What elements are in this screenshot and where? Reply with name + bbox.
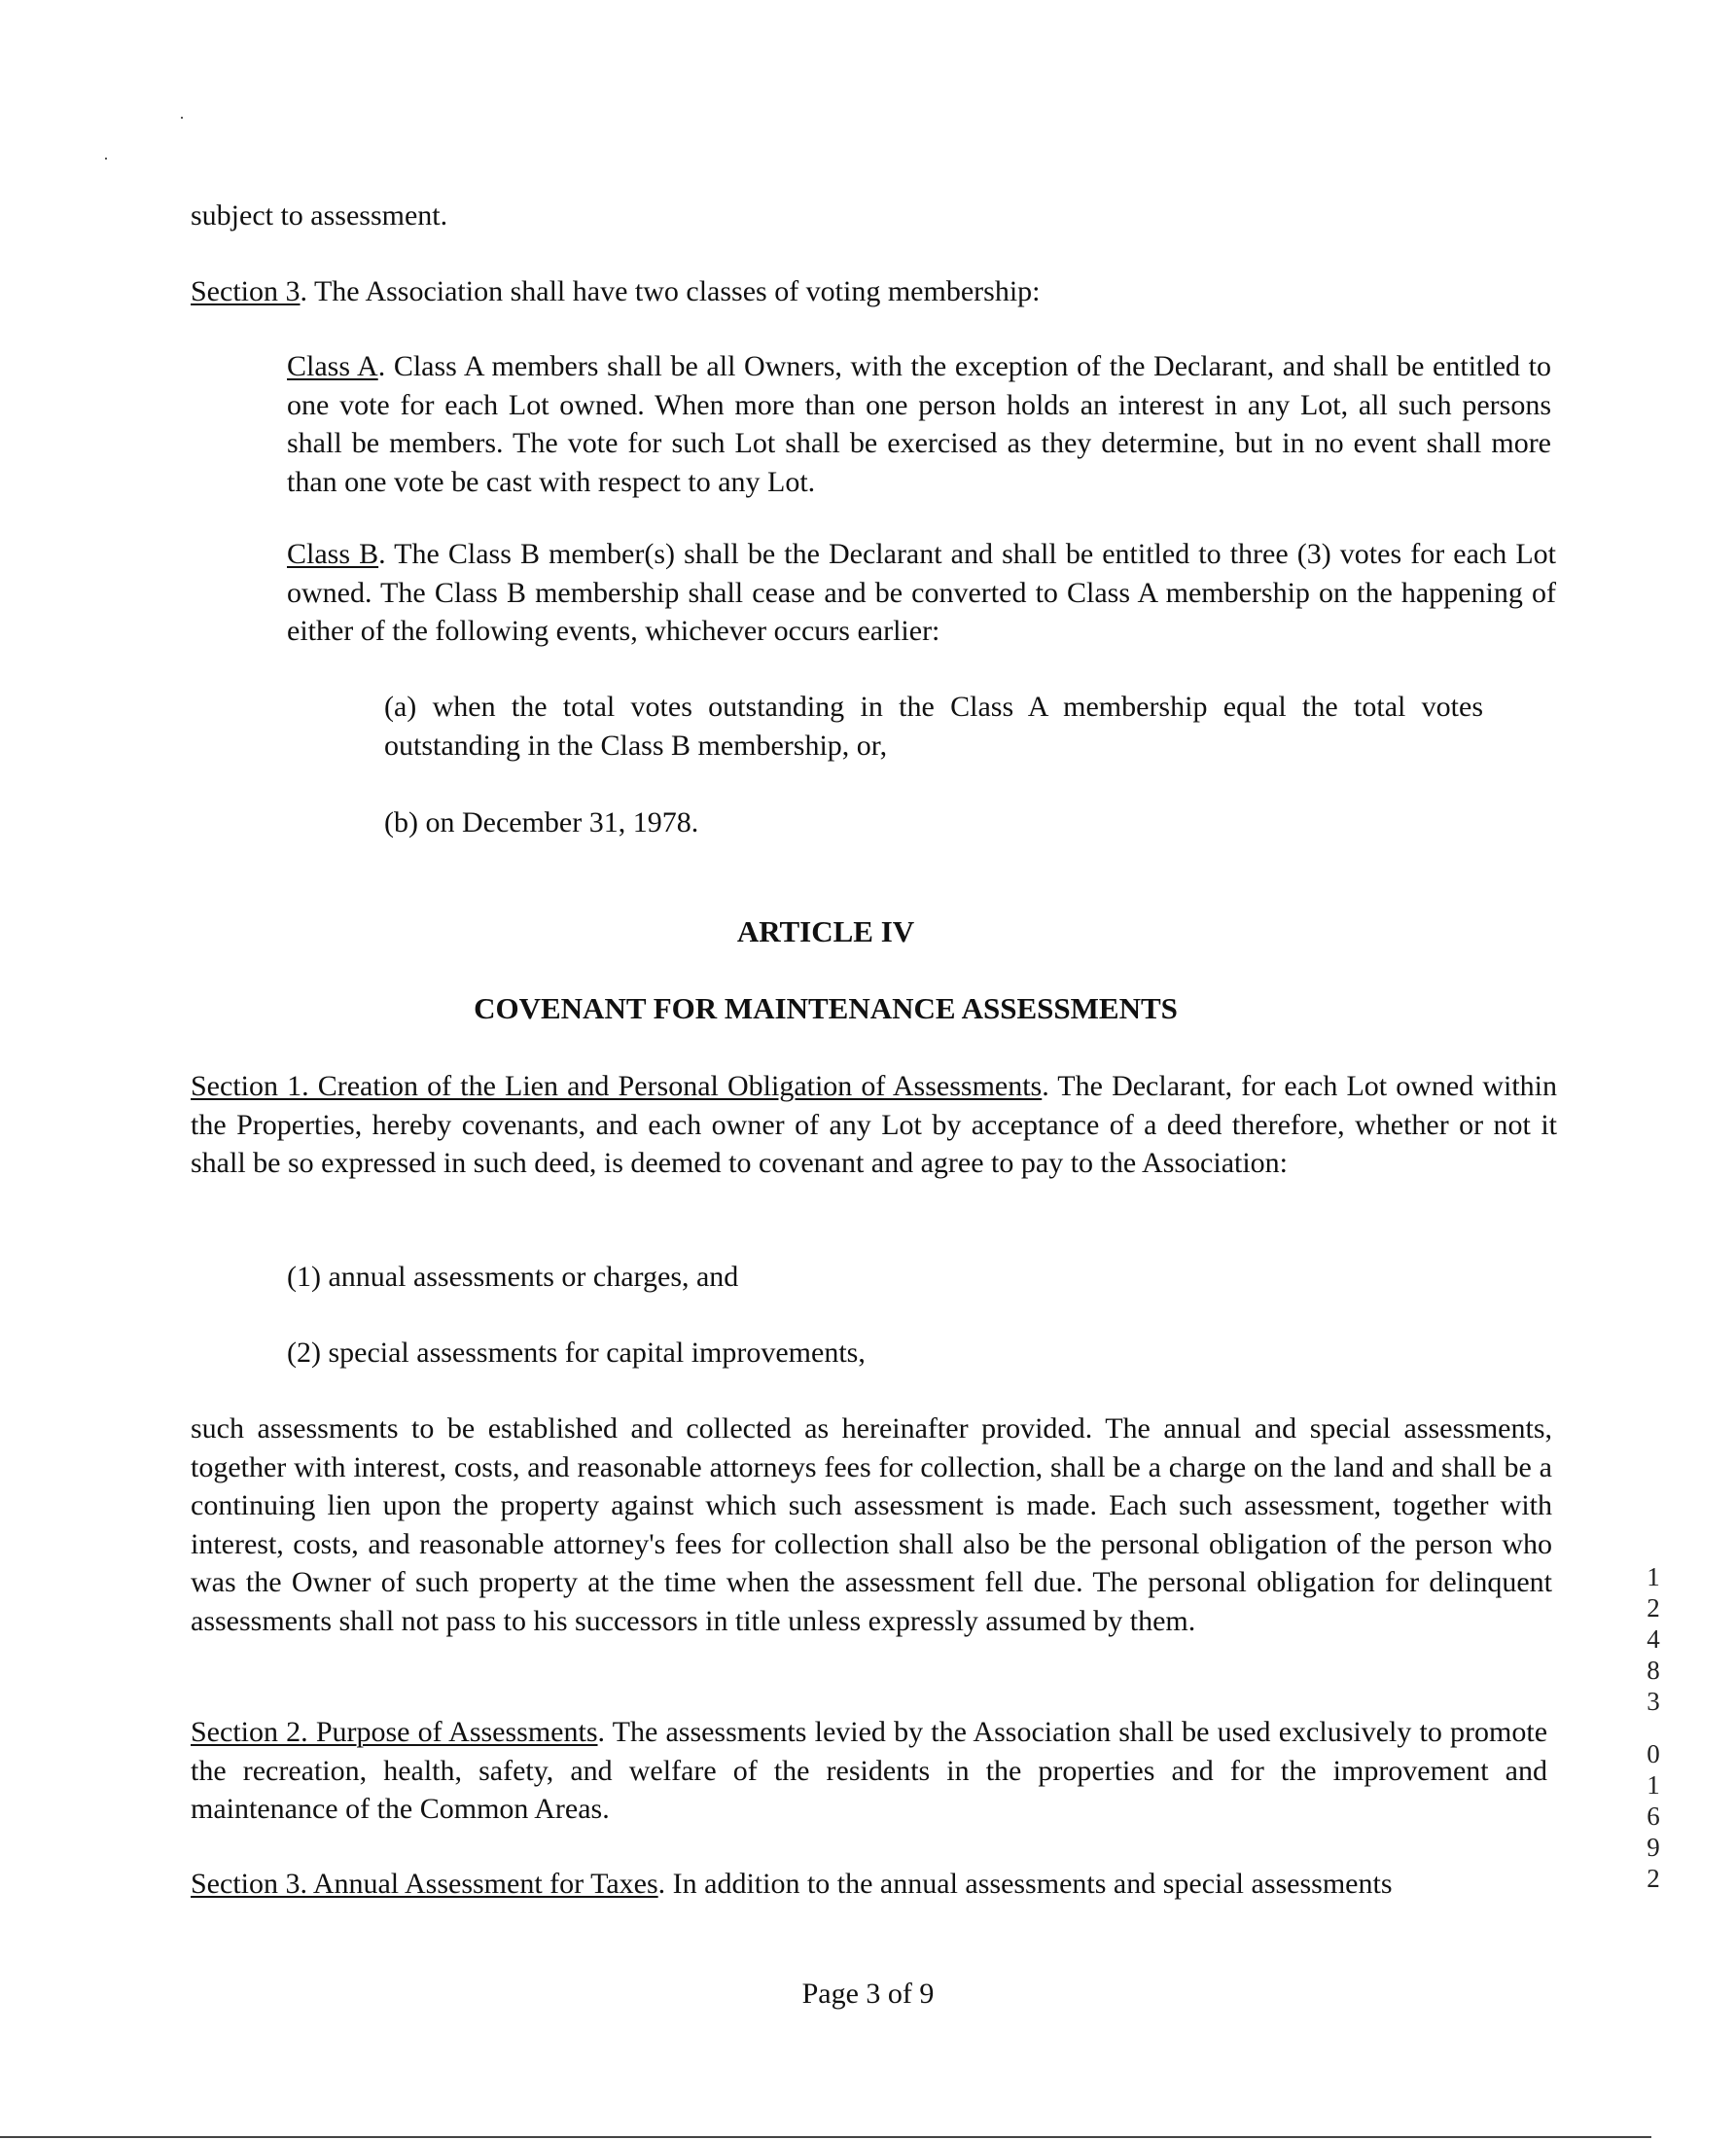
section-3-voting-membership: Section 3. The Association shall have two classes of voting membership: <box>191 275 1041 307</box>
continuation-line: subject to assessment. <box>191 199 448 232</box>
recording-stamp: 1 2 4 8 3 0 1 6 9 2 <box>1647 1562 1660 1893</box>
page-footer: Page 3 of 9 <box>801 1978 935 2010</box>
section-2-paragraph: Section 2. Purpose of Assessments. The assessments levied by the Association shall be used exclusively to promote the recreation, health, safety, and welfare of the residents in the properties and for the improvement and maintenance of the Common Areas. <box>191 1716 1548 1825</box>
section-3-paragraph: Section 3. Annual Assessment for Taxes. In addition to the annual assessments and special assessments <box>191 1868 1393 1900</box>
scan-speck <box>105 158 107 160</box>
event-b: (b) on December 31, 1978. <box>384 806 699 838</box>
class-b-label: Class B <box>287 538 379 570</box>
article-subtitle: COVENANT FOR MAINTENANCE ASSESSMENTS <box>474 991 1178 1025</box>
event-a: (a) when the total votes outstanding in the Class A membership equal the total votes outstanding in the Class B membership, or, <box>384 691 1483 762</box>
class-a-label: Class A <box>287 350 378 382</box>
section-label: Section 3 <box>191 275 301 307</box>
section-2-label: Section 2. Purpose of Assessments <box>191 1716 598 1748</box>
scan-speck <box>181 117 183 119</box>
section-3-label: Section 3. Annual Assessment for Taxes <box>191 1868 658 1900</box>
scan-bottom-edge <box>0 2136 1651 2138</box>
class-a-paragraph: Class A. Class A members shall be all Owners, with the exception of the Declarant, and shall be entitled to one vote for each Lot owned. When more than one person holds an interest in any Lot, all such persons shall be members. The vote for such Lot shall be exercised as they determine, but in no event shall more than one vote be cast with respect to any Lot. <box>287 350 1551 498</box>
class-b-paragraph: Class B. The Class B member(s) shall be the Declarant and shall be entitled to three (3) votes for each Lot owned. The Class B membership shall cease and be converted to Class A membership on the happening of either of the following events, whichever occurs earlier: <box>287 538 1556 647</box>
article-title: ARTICLE IV <box>736 914 915 948</box>
section-1-label: Section 1. Creation of the Lien and Personal Obligation of Assessments <box>191 1070 1043 1102</box>
section-1-continuation: such assessments to be established and collected as hereinafter provided. The annual and special assessments, together with interest, costs, and reasonable attorneys fees for collection, shall be a charge on the land and shall be a continuing lien upon the property against which such assessment is made. Each such assessment, together with interest, costs, and reasonable attorney's fees for collection shall also be the personal obligation of the person who was the Owner of such property at the time when the assessment fell due. The personal obligation for delinquent assessments shall not pass to his successors in title unless expressly assumed by them. <box>191 1412 1552 1637</box>
section-1-paragraph: Section 1. Creation of the Lien and Personal Obligation of Assessments. The Declarant, for each Lot owned within the Properties, hereby covenants, and each owner of any Lot by acceptance of a deed therefore, whether or not it shall be so expressed in such deed, is deemed to covenant and agree to pay to the Association: <box>191 1070 1557 1179</box>
list-item-1: (1) annual assessments or charges, and <box>287 1261 739 1293</box>
list-item-2: (2) special assessments for capital improvements, <box>287 1337 866 1369</box>
